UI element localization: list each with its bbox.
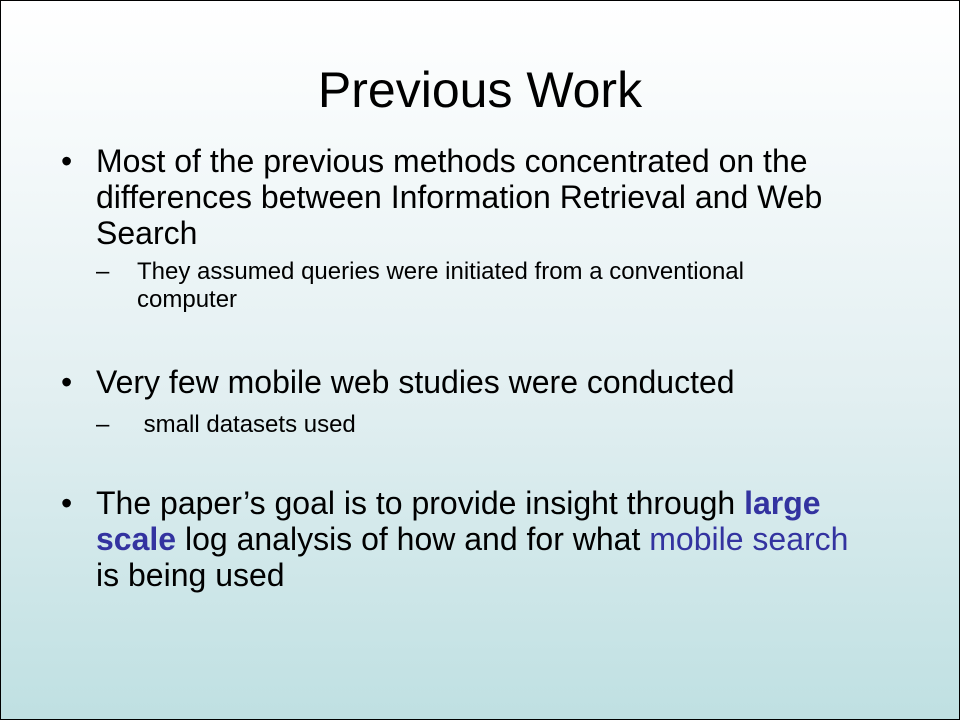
bullet-item-2: [61, 364, 861, 400]
bullet-text-3-part3: is being used: [96, 557, 285, 593]
bullet-text-3-part2: log analysis of how and for what: [176, 521, 650, 557]
sub-bullet-item-1: [96, 258, 816, 314]
bullet-dot: •: [61, 364, 73, 400]
bullet-item-3: [61, 485, 861, 593]
bullet-text-3-part1: The paper’s goal is to provide insight through: [96, 485, 745, 521]
bullet-text-2: Very few mobile web studies were conducted: [96, 364, 735, 400]
sub-bullet-item-2: [96, 411, 816, 439]
highlight-mobile-search: mobile search: [649, 521, 849, 557]
bullet-dot: •: [61, 485, 73, 521]
bullet-text-3: [96, 485, 861, 593]
sub-bullet-text-1: They assumed queries were initiated from a conventional computer: [137, 258, 744, 313]
sub-bullet-dash: –: [96, 258, 110, 285]
bullet-item-1: [61, 143, 861, 251]
bullet-text-1: Most of the previous methods concentrated on the differences between Information Retrieval and Web Search: [96, 143, 823, 251]
highlight-large-scale: large scale: [96, 485, 821, 557]
sub-bullet-text-2: small datasets used: [137, 411, 356, 438]
bullet-dot: •: [61, 143, 73, 179]
sub-bullet-dash: –: [96, 411, 110, 438]
slide-title: Previous Work: [317, 62, 643, 118]
